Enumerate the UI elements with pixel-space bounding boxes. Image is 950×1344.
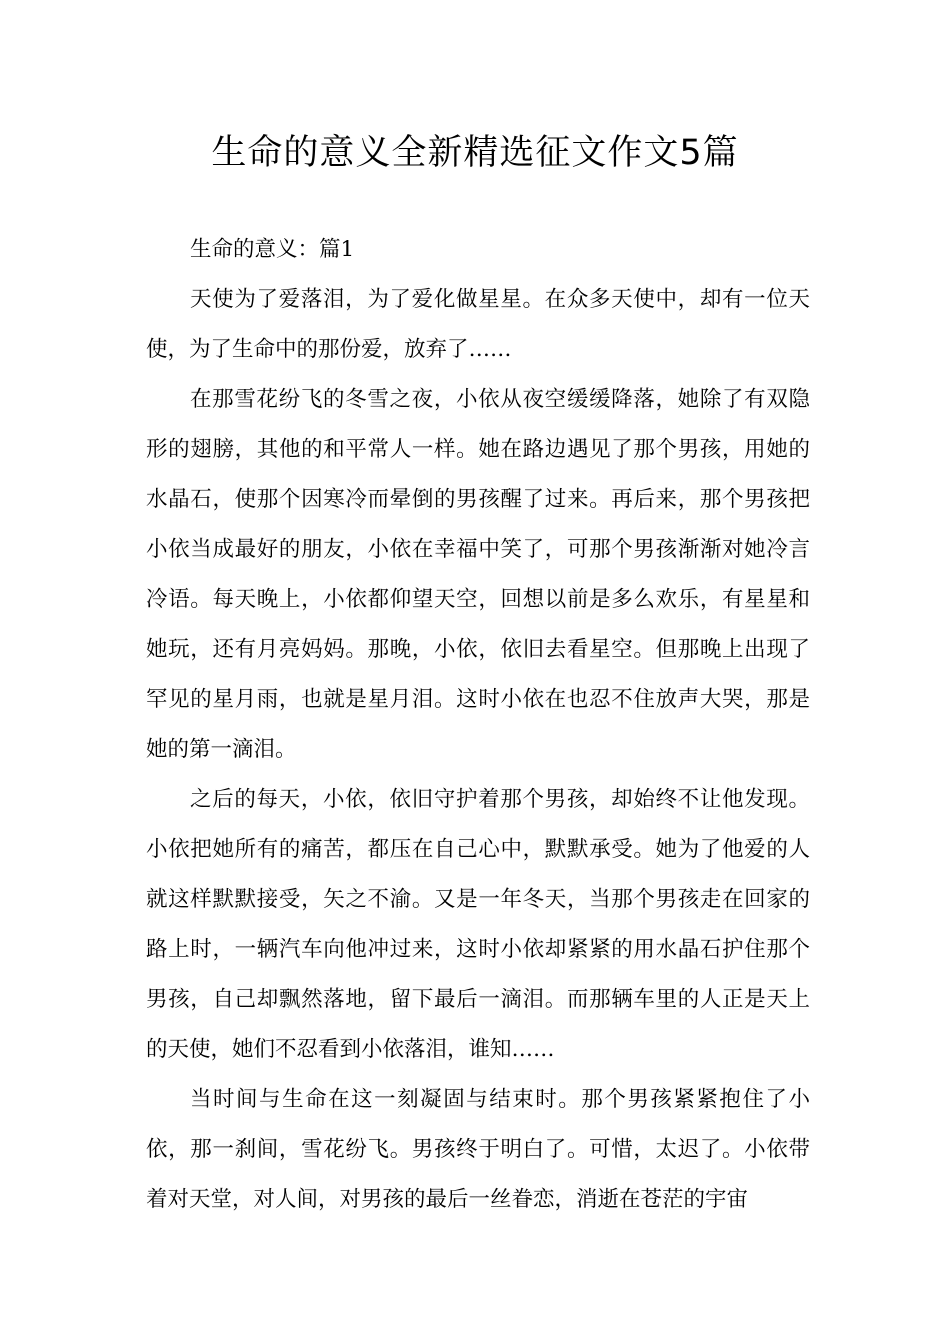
- paragraph: 当时间与生命在这一刻凝固与结束时。那个男孩紧紧抱住了小依，那一刹间，雪花纷飞。男孩终于明白了。可惜，太迟了。小依带着对天堂，对人间，对男孩的最后一丝眷恋，消逝在苍茫的宇宙: [146, 1087, 810, 1212]
- document-body: [146, 225, 810, 1225]
- paragraph: 之后的每天，小依，依旧守护着那个男孩，却始终不让他发现。小依把她所有的痛苦，都压在自己心中，默默承受。她为了他爱的人就这样默默接受，矢之不渝。又是一年冬天，当那个男孩走在回家的路上时，一辆汽车向他冲过来，这时小依却紧紧的用水晶石护住那个男孩，自己却飘然落地，留下最后一滴泪。而那辆车里的人正是天上的天使，她们不忍看到小依落泪，谁知……: [146, 787, 810, 1062]
- page-title: 生命的意义全新精选征文作文5篇: [211, 133, 739, 173]
- paragraph: 在那雪花纷飞的冬雪之夜，小依从夜空缓缓降落，她除了有双隐形的翅膀，其他的和平常人一样。她在路边遇见了那个男孩，用她的水晶石，使那个因寒冷而晕倒的男孩醒了过来。再后来，那个男孩把小依当成最好的朋友，小依在幸福中笑了，可那个男孩渐渐对她冷言冷语。每天晚上，小依都仰望天空，回想以前是多么欢乐，有星星和她玩，还有月亮妈妈。那晚，小依，依旧去看星空。但那晚上出现了罕见的星月雨，也就是星月泪。这时小依在也忍不住放声大哭，那是她的第一滴泪。: [146, 387, 810, 762]
- section-heading: 生命的意义：篇1: [190, 237, 355, 262]
- paragraph: 天使为了爱落泪，为了爱化做星星。在众多天使中，却有一位天使，为了生命中的那份爱，放弃了……: [146, 287, 810, 362]
